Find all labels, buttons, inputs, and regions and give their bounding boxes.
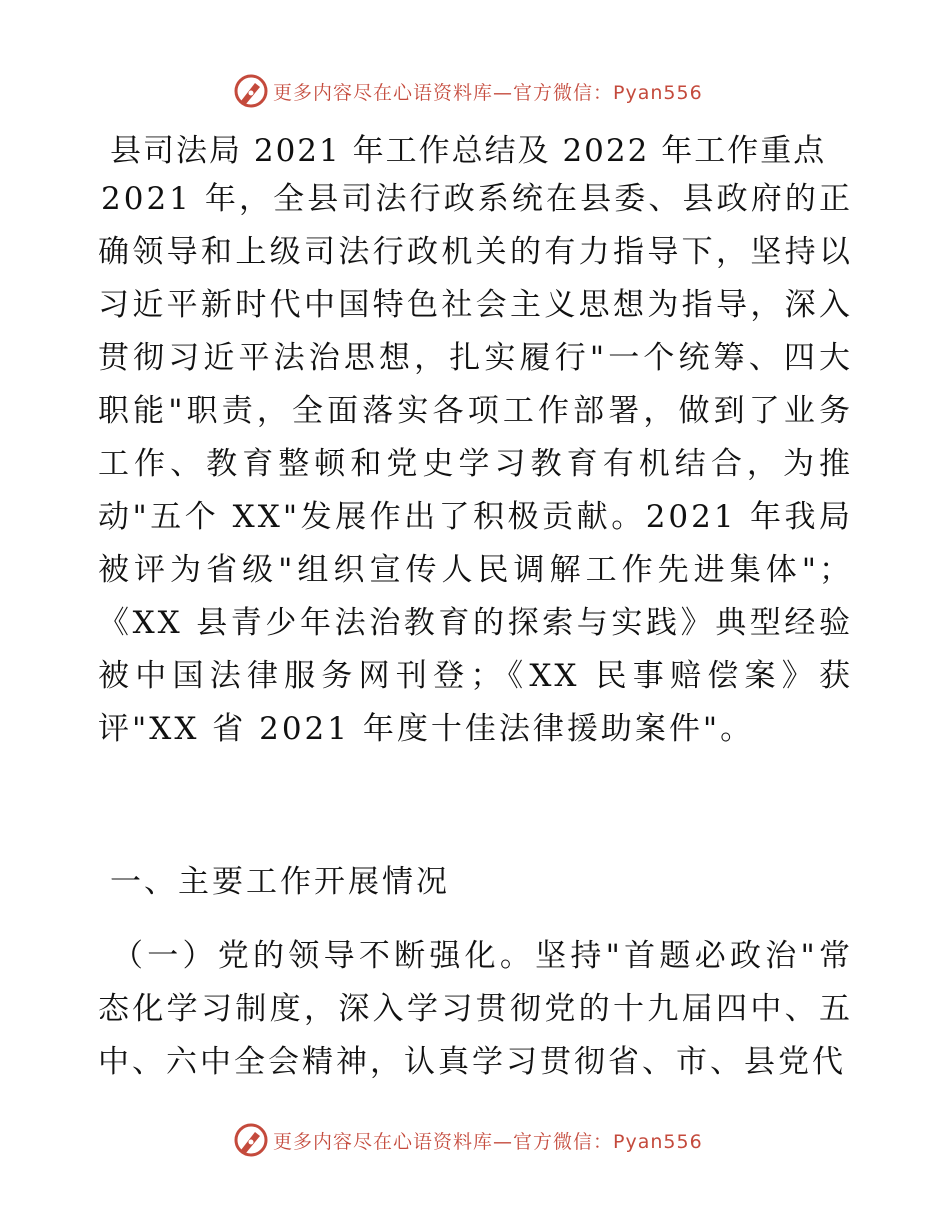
section-paragraph: （一）党的领导不断强化。坚持"首题必政治"常态化学习制度，深入学习贯彻党的十九届四中、五中、六中全会精神，认真学习贯彻省、市、县党代 — [98, 938, 853, 1080]
pen-logo-icon — [233, 1122, 269, 1158]
pen-logo-icon — [233, 73, 269, 109]
watermark-text: 更多内容尽在心语资料库—官方微信：Pyan556 — [273, 1130, 703, 1153]
watermark-footer — [233, 1120, 703, 1160]
intro-paragraph: 2021 年，全县司法行政系统在县委、县政府的正确领导和上级司法行政机关的有力指导下，坚持以习近平新时代中国特色社会主义思想为指导，深入贯彻习近平法治思想，扎实履行"一个统筹、四大职能"职责，全面落实各项工作部署，做到了业务工作、教育整顿和党史学习教育有机结合，为推动"五个 XX"发展作出了积极贡献。2021 年我局被评为省级"组织宣传人民调解工作先进集体"；《XX 县青少年法治教育的探索与实践》典型经验被中国法律服务网刊登；《XX 民事赔偿案》获评"XX 省 2021 年度十佳法律援助案件"。 — [98, 181, 853, 747]
watermark-header — [233, 71, 703, 111]
watermark-text: 更多内容尽在心语资料库—官方微信：Pyan556 — [273, 81, 703, 104]
section-heading: 一、主要工作开展情况 — [110, 864, 450, 900]
document-title: 县司法局 2021 年工作总结及 2022 年工作重点 — [110, 133, 827, 169]
